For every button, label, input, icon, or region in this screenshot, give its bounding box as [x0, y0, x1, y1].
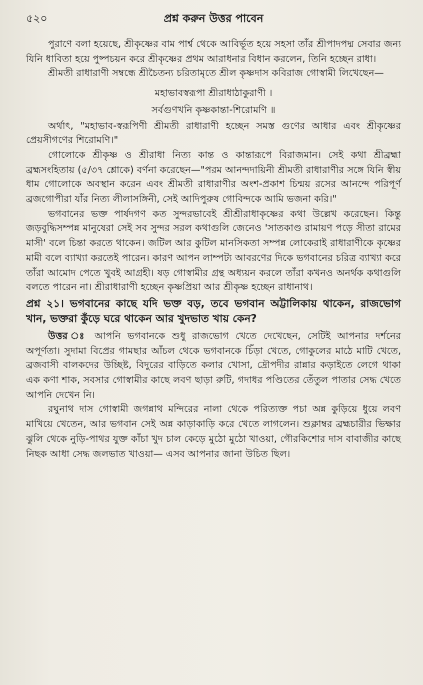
answer-paragraph	[26, 330, 401, 404]
paragraph-3: অর্থাৎ, "মহাভাব-স্বরূপিণী শ্রীমতী রাধারাণী হচ্ছেন সমস্ত গুণের আধার এবং শ্রীকৃষ্ণের প্রেয়সীগণের শিরোমণি।"	[26, 120, 401, 147]
paragraph-5: ভগবানের ভক্ত পার্ষদগণ কত সুন্দরভাবেই শ্রীশ্রীরাধাকৃষ্ণের কথা উল্লেখ করেছেন। কিন্তু জড়বুদ্ধিসম্পন্ন মানুষেরা সেই সব সুন্দর সরল কথাগুলি জেনেও 'সাতকাণ্ড রামায়ণ পড়ে সীতা রামের মাসী' বলে চিন্তা করতে থাকেন। জটিল আর কুটিল মানসিকতা সম্পন্ন লোকেরাই রাধারাণীকে কৃষ্ণের মামী বলে ব্যাখ্যা করতেই পারেন। কারণ আপন লাম্পট্য আবরণের দিকে ভগবানের চরিত্র ব্যাখ্যা করে তাঁরা আমোদ পেতে খুবই আগ্রহী। ষড় গোস্বামীর গ্রন্থ অধ্যয়ন করলে তাঁরা কখনও অনর্থক কথাগুলি বলতে পারেন না। শ্রীরাধারাণী হচ্ছেন কৃষ্ণপ্রিয়া আর শ্রীকৃষ্ণ হচ্ছেন রাধানাথ।	[26, 208, 401, 294]
running-title: প্রশ্ন করুন উত্তর পাবেন	[163, 12, 264, 25]
answer-text: আপনি ভগবানকে শুধু রাজভোগ খেতে দেখেছেন, সেটিই আপনার দর্শনের অপূর্ণতা। সুদামা বিপ্রের গামছার আঁচল থেকে ভগবানকে চিঁড়া খেতে, গোকুলের মাঠে মাটি খেতে, ব্রজবাসী বালকদের উচ্ছিষ্ট, বিদুরের বাড়িতে কলার খোসা, দ্রৌপদীর রান্নার কড়াইতে লেগে থাকা এক কণা শাক, সবসার গোস্বামীর কাছে লবণ ছাড়া রুটি, গদাধর পণ্ডিতের তেঁতুল পাতার সেদ্ধ খেতে আপনি দেখেন নি।	[26, 330, 401, 401]
spacer	[26, 82, 401, 85]
paragraph-1: পুরাণে বলা হয়েছে, শ্রীকৃষ্ণের বাম পার্শ্ব থেকে আবির্ভূত হয়ে সহসা তাঁর শ্রীপাদপদ্ম সেবার জন্য যিনি ধাবিতা হয়ে পুষ্পচয়ন করে শ্রীকৃষ্ণের প্রথম আরাধনার বিধান করলেন, তিনি হচ্ছেন রাধা।	[26, 39, 401, 65]
answer-label: উত্তর ঃ	[48, 330, 88, 342]
page-header	[26, 12, 401, 26]
paragraph-2: শ্রীমতী রাধারাণী সম্বন্ধে শ্রীচৈতন্য চরিতামৃতে শ্রীল কৃষ্ণদাস কবিরাজ গোস্বামী লিখেছেন—	[48, 68, 384, 80]
paragraph-4: গোলোকে শ্রীকৃষ্ণ ও শ্রীরাধা নিত্য কান্ত ও কান্তারূপে বিরাজমান। সেই কথা শ্রীব্রহ্মা ব্রহ্মসংহিতায় (৫/৩৭ শ্লোকে) বর্ণনা করেছেন—"পরম আনন্দদায়িনী শ্রীমতী রাধারাণীর সঙ্গে যিনি স্বীয় ধাম গোলোকে অবস্থান করেন এবং শ্রীমতী রাধারাণীর অংশ-প্রকাশ চিন্ময় রসের আনন্দে পরিপূর্ণ ব্রজগোপীরা যাঁর নিত্য লীলাসঙ্গিনী, সেই আদিপুরুষ গোবিন্দকে আমি ভজনা করি।"	[26, 149, 401, 206]
question-label: প্রশ্ন ২১।	[26, 297, 64, 310]
verse-line-1: মহাভাবস্বরূপা শ্রীরাধাঠাকুরাণী ।	[154, 88, 273, 100]
paragraph-last: রঘুনাথ দাস গোস্বামী জগন্নাথ মন্দিরের নালা থেকে পরিত্যক্ত পচা অন্ন কুড়িয়ে ধুয়ে লবণ মাখিয়ে খেতেন, আর ভগবান সেই অন্ন কাড়াকাড়ি করে খেতে লাগলেন। শুক্লাম্বর ব্রহ্মচারীর ভিক্ষার ঝুলি থেকে নুড়ি-পাথর যুক্ত কাঁচা খুদ চাল কেড়ে মুঠো মুঠো খাওয়া, গৌরকিশোর দাস বাবাজীর কাছে নিছক আধা সেদ্ধ জলভাত খাওয়া— এসব আপনার জানা উচিত ছিল।	[26, 404, 401, 460]
question-text: ভগবানের কাছে যদি ভক্ত বড়, তবে ভগবান অট্টালিকায় থাকেন, রাজভোগ খান, ভক্তরা কুঁড়ে ঘরে থাকেন আর খুদভাত খায় কেন?	[26, 297, 401, 326]
verse-line-2: সর্বগুণখনি কৃষ্ণকান্তা-শিরোমণি ॥	[151, 104, 276, 116]
page-number: ৫২০	[26, 12, 48, 25]
question-block	[26, 297, 401, 328]
